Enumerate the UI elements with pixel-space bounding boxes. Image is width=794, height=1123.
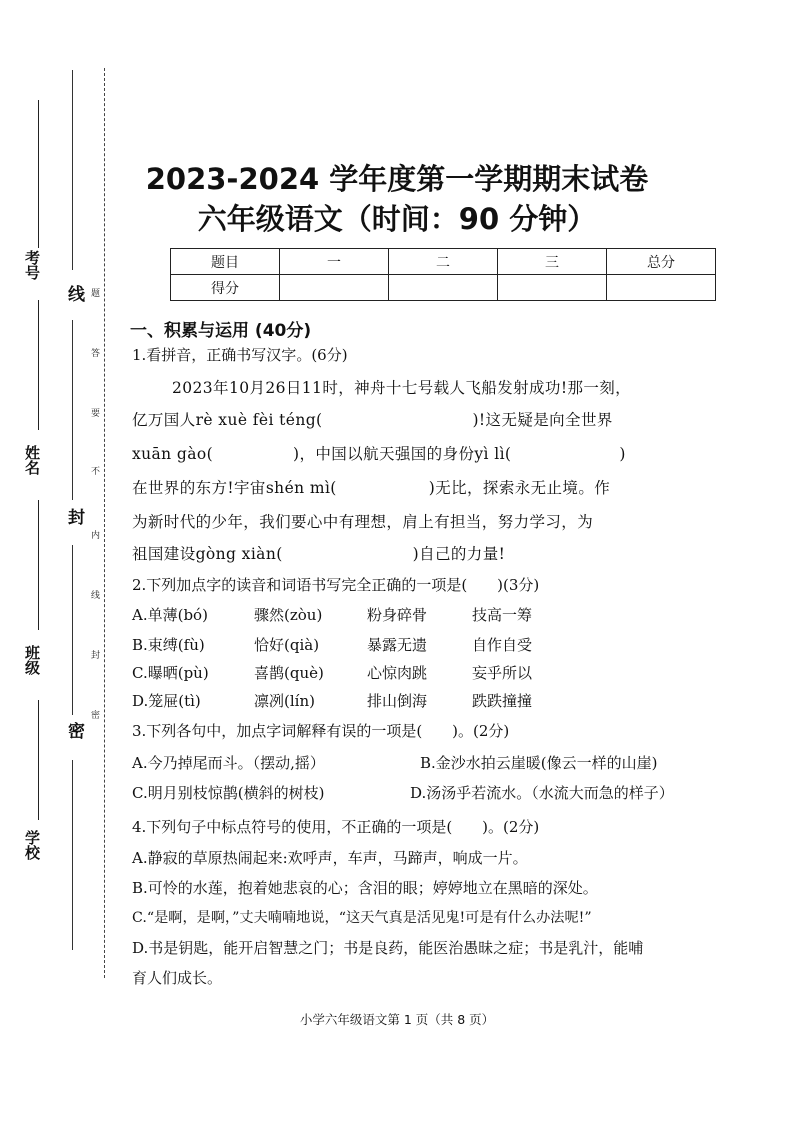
option-word: 暴露无遗 (367, 636, 428, 654)
page-footer: 小学六年级语文第 1 页（共 8 页） (299, 1012, 495, 1027)
option-word: 技高一筹 (472, 606, 533, 624)
seal-xian: 线 (64, 285, 84, 302)
q1-line4 (132, 476, 610, 498)
q1-line6-text-b: )自己的力量! (412, 545, 506, 563)
score-input-cell[interactable] (389, 275, 498, 301)
option-word: 心惊肉跳 (367, 664, 428, 682)
option-word: 凛冽(lín) (254, 692, 315, 710)
q3-stem: 3.下列各句中，加点字词解释有误的一项是( )。(2分) (132, 722, 510, 740)
banji-label: 班级 (23, 645, 41, 675)
score-cell: 得分 (171, 275, 280, 301)
q4-stem: 4.下列句子中标点符号的使用，不正确的一项是( )。(2分) (132, 818, 540, 836)
score-table (170, 248, 716, 301)
seal-small-3: 要 (89, 408, 99, 417)
q2-stem: 2.下列加点字的读音和词语书写完全正确的一项是( )(3分) (132, 576, 540, 594)
option-word: 粉身碎骨 (367, 606, 428, 624)
q1-line5: 为新时代的少年，我们要心中有理想，肩上有担当，努力学习，为 (132, 513, 594, 531)
score-cell: 总分 (607, 249, 716, 275)
kaohao-label: 考号 (23, 250, 41, 280)
q1-line3 (132, 442, 626, 464)
q1-line3-text-c: ) (619, 445, 626, 463)
q1-line2-text-a: 亿万国人rè xuè fèi téng( (132, 411, 323, 429)
option-word: 自作自受 (472, 636, 533, 654)
q1-line2 (132, 408, 613, 430)
q1-line6 (132, 542, 505, 564)
q1-line3-text-a: xuān gào( (132, 445, 214, 463)
score-input-cell[interactable] (280, 275, 389, 301)
option-word: B.束缚(fù) (132, 636, 205, 654)
score-cell: 一 (280, 249, 389, 275)
q3-option-b[interactable]: B.金沙水拍云崖暖(像云一样的山崖) (420, 754, 658, 772)
q1-line2-text-b: )!这无疑是向全世界 (472, 411, 613, 429)
q3-option-c[interactable]: C.明月别枝惊鹊(横斜的树枝) (132, 784, 325, 802)
q3-option-d[interactable]: D.汤汤乎若流水。（水流大而急的样子） (410, 784, 674, 802)
option-word: 喜鹊(què) (254, 664, 324, 682)
q4-option-a[interactable]: A.静寂的草原热闹起来:欢呼声，车声，马蹄声，响成一片。 (132, 849, 528, 867)
q4-option-d[interactable]: D.书是钥匙，能开启智慧之门；书是良药，能医治愚昧之症；书是乳汁，能哺 (132, 939, 644, 957)
seal-feng: 封 (64, 508, 84, 525)
seal-line-mid1 (72, 320, 73, 500)
q1-stem: 1.看拼音，正确书写汉字。(6分) (132, 346, 348, 364)
seal-small-4: 不 (89, 466, 99, 475)
q1-line4-text-a: 在世界的东方!宇宙shén mì( (132, 479, 337, 497)
xuexiao-line (38, 700, 39, 820)
q4-option-c[interactable]: C.“是啊，是啊，”丈夫喃喃地说，“这天气真是活见鬼!可是有什么办法呢!” (132, 910, 592, 926)
q1-line4-text-b: )无比，探索永无止境。作 (428, 479, 611, 497)
option-word: 排山倒海 (367, 692, 428, 710)
exam-title: 2023-2024 学年度第一学期期末试卷 (145, 162, 649, 196)
q4-option-d-cont: 育人们成长。 (132, 969, 223, 987)
score-cell: 三 (498, 249, 607, 275)
score-input-cell[interactable] (498, 275, 607, 301)
seal-small-8: 密 (89, 710, 99, 719)
score-table-score-row (171, 275, 716, 301)
score-table-header-row (171, 249, 716, 275)
seal-line-bottom (72, 760, 73, 950)
option-word: D.笼屉(tì) (132, 692, 201, 710)
option-word: 妄乎所以 (472, 664, 533, 682)
q1-line1: 2023年10月26日11时，神舟十七号载人飞船发射成功!那一刻， (172, 379, 632, 397)
option-word: C.曝晒(pù) (132, 664, 209, 682)
score-cell: 题目 (171, 249, 280, 275)
score-input-cell[interactable] (607, 275, 716, 301)
q3-option-a[interactable]: A.今乃掉尾而斗。（摆动,摇） (132, 754, 325, 772)
score-cell: 二 (389, 249, 498, 275)
xingming-label: 姓名 (23, 445, 41, 475)
seal-small-2: 答 (89, 348, 99, 357)
seal-small-6: 线 (89, 590, 99, 599)
q1-line6-text-a: 祖国建设gòng xiàn( (132, 545, 283, 563)
exam-subtitle: 六年级语文（时间：90 分钟） (197, 202, 597, 236)
seal-mi: 密 (64, 722, 84, 739)
q1-line3-text-b: )，中国以航天强国的身份yì lì( (293, 445, 512, 463)
section-title: 一、积累与运用 (40分) (130, 321, 312, 341)
xuexiao-label: 学校 (23, 830, 41, 860)
option-word: 恰好(qià) (254, 636, 320, 654)
seal-small-7: 封 (89, 650, 99, 659)
option-word: 跌跌撞撞 (472, 692, 533, 710)
seal-small-5: 内 (89, 530, 99, 539)
xingming-line (38, 300, 39, 430)
banji-line (38, 500, 39, 630)
option-word: A.单薄(bó) (132, 606, 208, 624)
q4-option-b[interactable]: B.可怜的水莲，抱着她悲哀的心；含泪的眼；婷婷地立在黑暗的深处。 (132, 879, 598, 897)
seal-small-1: 题 (89, 288, 99, 297)
option-word: 骤然(zòu) (254, 606, 323, 624)
seal-line-mid2 (72, 545, 73, 715)
